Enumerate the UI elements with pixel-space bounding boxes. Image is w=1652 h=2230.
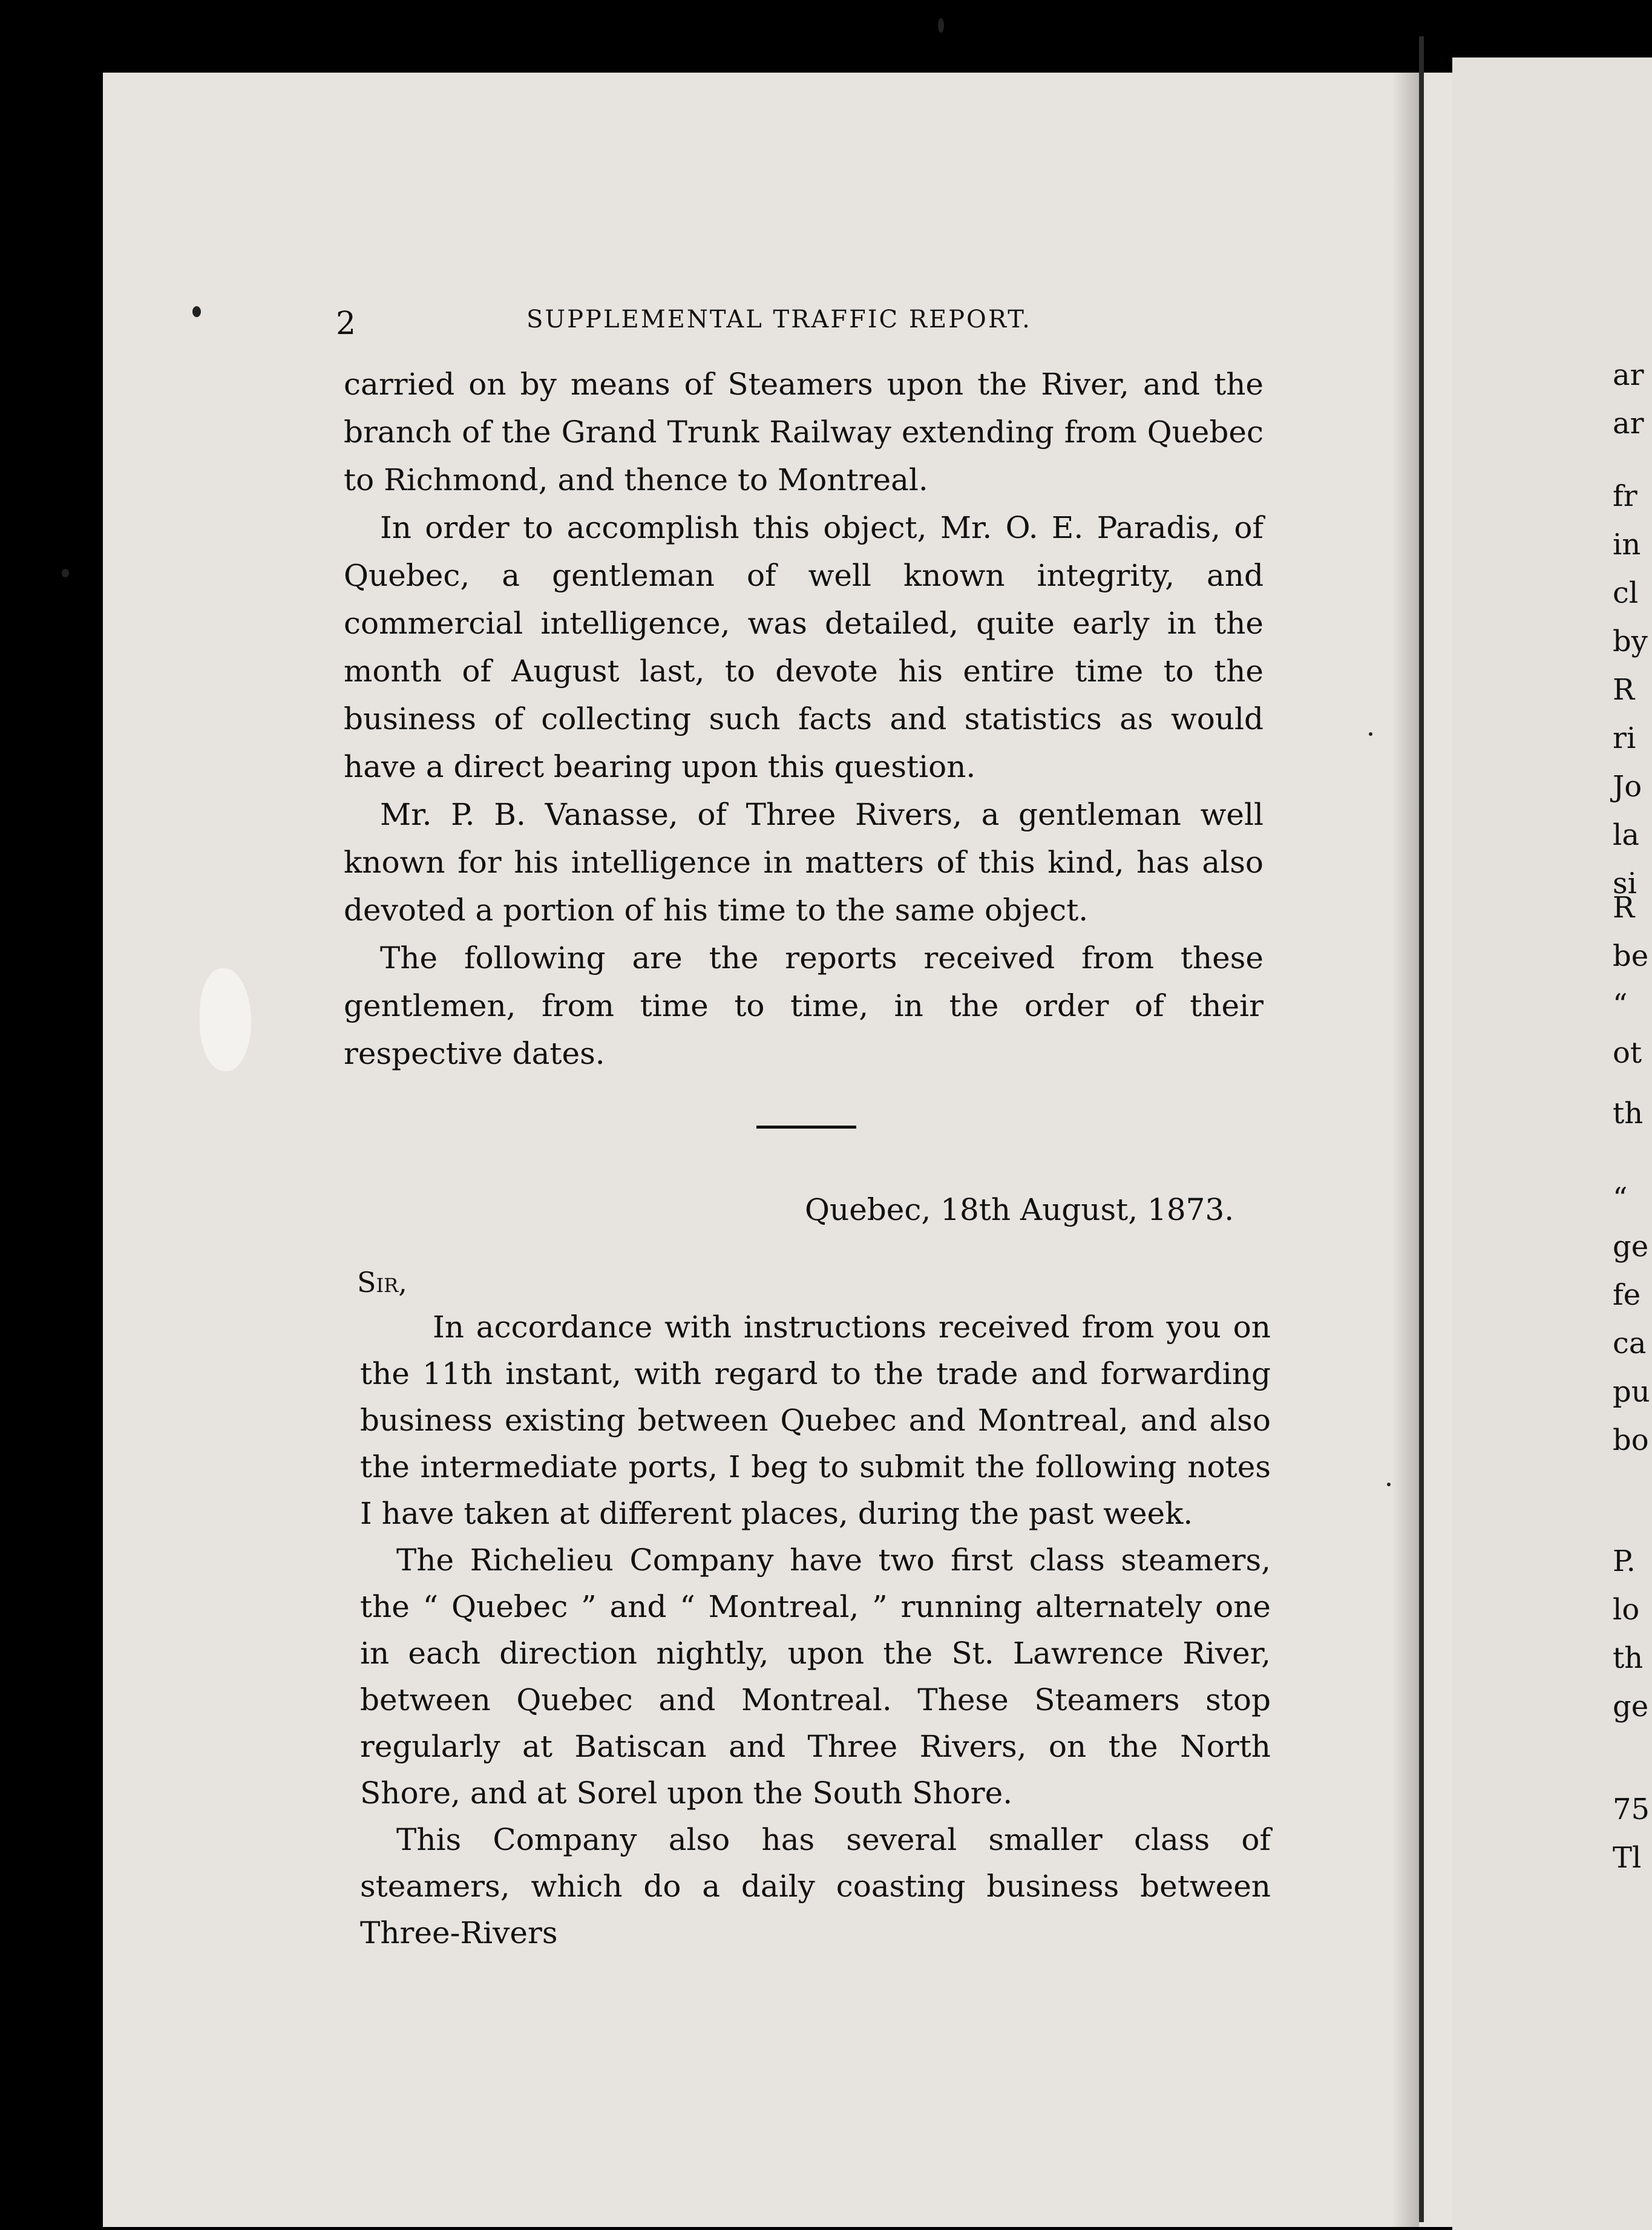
fragment: fe <box>1613 1278 1641 1312</box>
fragment: ri <box>1613 721 1636 755</box>
fragment: Jo <box>1613 770 1642 804</box>
fragment: ge <box>1613 1230 1649 1264</box>
fragment: ar <box>1613 358 1644 392</box>
fragment: th <box>1613 1641 1644 1675</box>
letter-paragraph: This Company also has several smaller class of steamers, which do a daily coasting business between Three-Rivers <box>360 1822 1271 1950</box>
letter-salutation: Sir, <box>357 1266 407 1299</box>
adjacent-page-fragments <box>1613 351 1649 448</box>
adjacent-page-fragments <box>1613 1416 1649 1464</box>
speck <box>1369 732 1372 736</box>
speck <box>62 569 69 577</box>
body-paragraph: carried on by means of Steamers upon the River, and the branch of the Grand Trunk Railway extending from Quebec to Richmond, and thence to Montreal. <box>344 367 1264 497</box>
fragment: R <box>1613 673 1635 707</box>
section-divider <box>756 1126 856 1129</box>
adjacent-page-fragments <box>1613 1785 1649 1882</box>
speck <box>938 18 944 33</box>
body-paragraph: Mr. P. B. Vanasse, of Three Rivers, a gentleman well known for his intelligence in matters of this kind, has also devoted a portion of his time to the same object. <box>344 797 1264 928</box>
adjacent-page-fragments <box>1613 884 1649 1077</box>
speck <box>192 306 201 317</box>
gutter-shadow <box>1392 73 1419 2227</box>
fragment: fr <box>1613 479 1637 513</box>
fragment: ge <box>1613 1690 1649 1723</box>
fragment: R <box>1613 891 1635 925</box>
speck <box>1387 1483 1391 1486</box>
body-paragraph: The following are the reports received from these gentlemen, from time to time, in the order of their respective dates. <box>344 940 1264 1071</box>
adjacent-page-fragments <box>1613 1089 1649 1138</box>
gutter-line <box>1419 36 1424 2222</box>
running-head: SUPPLEMENTAL TRAFFIC REPORT. <box>526 306 1032 333</box>
fragment: in <box>1613 528 1641 562</box>
fragment: ot <box>1613 1036 1642 1070</box>
fragment: “ <box>1613 1181 1628 1215</box>
fragment: th <box>1613 1097 1644 1130</box>
fragment: Tl <box>1613 1841 1642 1875</box>
fragment: by <box>1613 625 1648 658</box>
letter-dateline: Quebec, 18th August, 1873. <box>805 1192 1234 1227</box>
body-paragraph: In order to accomplish this object, Mr. O. E. Paradis, of Quebec, a gentleman of well known integrity, and commercial intelligence, was detailed, quite early in the month of August last, to devote his entire time to the business of collecting such facts and statistics as would have a direct bearing upon this question. <box>344 510 1264 784</box>
letter-paragraph: In accordance with instructions received from you on the 11th instant, with regard to the trade and forwarding business existing between Quebec and Montreal, and also the intermediate ports, I beg to submit the following notes I have taken at different places, during the past week. <box>360 1310 1271 1531</box>
letter-body <box>360 1304 1271 1956</box>
fragment: la <box>1613 818 1639 852</box>
fragment: 75 <box>1613 1792 1650 1826</box>
letter-paragraph: The Richelieu Company have two first class steamers, the “ Quebec ” and “ Montreal, ” running alternately one in each direction nightly, upon the St. Lawrence River, between Quebec and Montreal. These Steamers stop regularly at Batiscan and Three Rivers, on the North Shore, and at Sorel upon the South Shore. <box>360 1543 1271 1811</box>
report-body <box>344 361 1264 1078</box>
adjacent-page-fragments <box>1613 1537 1649 1731</box>
adjacent-page-fragments <box>1613 1174 1649 1416</box>
fragment: “ <box>1613 988 1628 1022</box>
page-number: 2 <box>336 306 356 342</box>
fragment: pu <box>1613 1375 1650 1409</box>
fragment: ca <box>1613 1327 1647 1360</box>
fragment: ar <box>1613 407 1644 441</box>
fragment: P. <box>1613 1544 1636 1578</box>
fragment: lo <box>1613 1593 1640 1627</box>
fragment: si <box>1613 867 1637 900</box>
fragment: be <box>1613 939 1649 973</box>
fragment: bo <box>1613 1423 1649 1457</box>
adjacent-page-fragments <box>1613 472 1649 908</box>
fragment: cl <box>1613 576 1639 610</box>
